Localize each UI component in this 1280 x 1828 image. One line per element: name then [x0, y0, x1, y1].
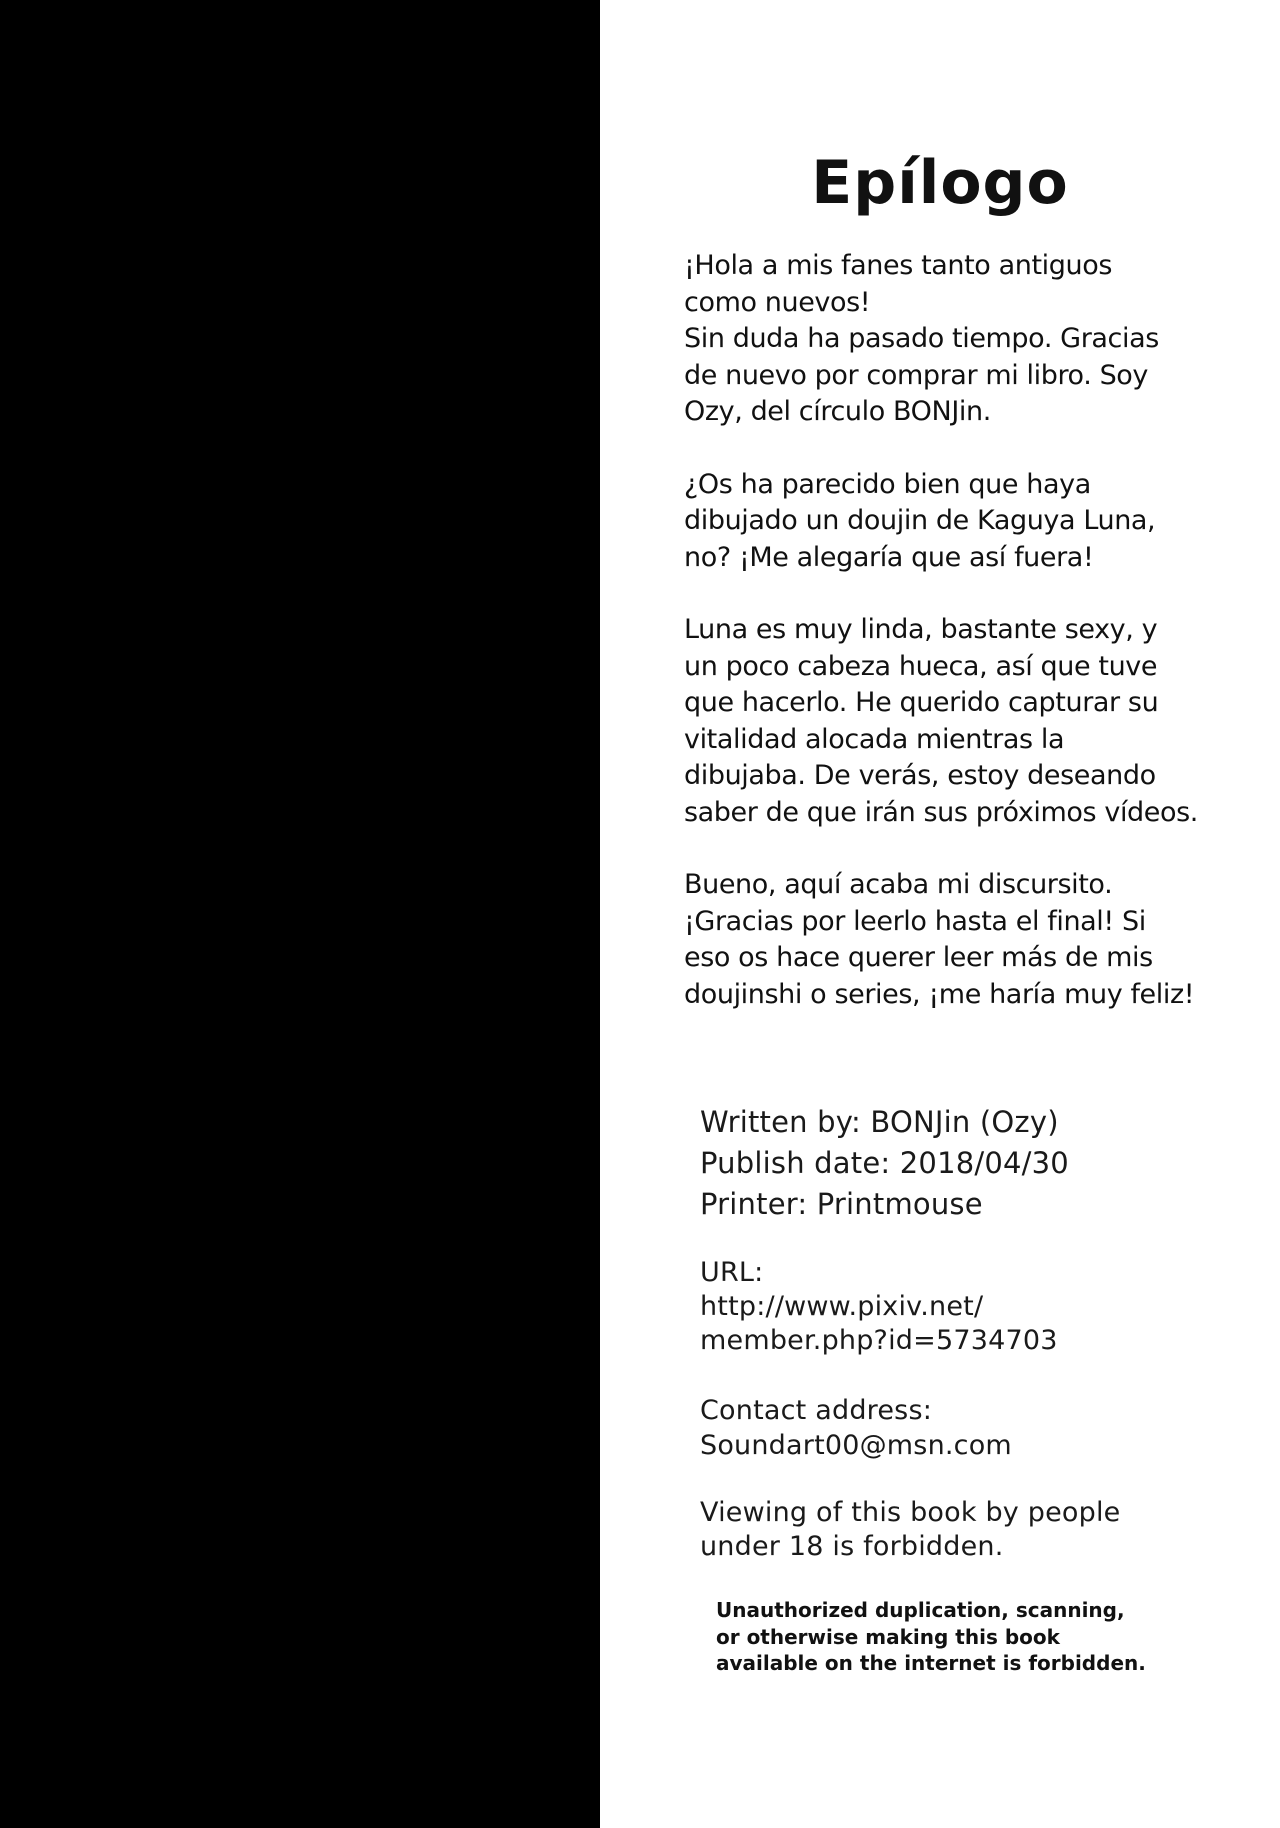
printer: Printer: Printmouse: [700, 1187, 983, 1221]
epilogue-paragraph: [684, 612, 1244, 831]
url-label: URL:: [700, 1257, 764, 1288]
text-line: Bueno, aquí acaba mi discursito.: [684, 869, 1113, 900]
text-line: Luna es muy linda, bastante sexy, y: [684, 614, 1158, 645]
url-line: member.php?id=5734703: [700, 1325, 1058, 1356]
age-warning-line: under 18 is forbidden.: [700, 1531, 1004, 1562]
text-line: ¿Os ha parecido bien que haya: [684, 468, 1091, 500]
contact-email: Soundart00@msn.com: [700, 1430, 1012, 1461]
text-line: ¡Hola a mis fanes tanto antiguos: [684, 250, 1112, 281]
text-line: dibujado un doujin de Kaguya Luna,: [684, 505, 1156, 536]
text-line: Ozy, del círculo BONJin.: [684, 396, 991, 427]
text-line: doujinshi o series, ¡me haría muy feliz!: [684, 978, 1195, 1010]
text-line: eso os hace querer leer más de mis: [684, 942, 1153, 973]
epilogue-paragraph: [684, 467, 1244, 577]
text-line: como nuevos!: [684, 286, 871, 318]
written-by: Written by: BONJin (Ozy): [700, 1105, 1059, 1139]
age-warning-line: Viewing of this book by people: [700, 1497, 1121, 1528]
text-line: saber de que irán sus próximos vídeos.: [684, 796, 1198, 828]
url-block: [700, 1256, 1240, 1358]
publish-date: Publish date: 2018/04/30: [700, 1146, 1069, 1180]
text-line: dibujaba. De verás, estoy deseando: [684, 760, 1156, 791]
text-line: ¡Gracias por leerlo hasta el final! Si: [684, 905, 1146, 937]
url-line: http://www.pixiv.net/: [700, 1291, 984, 1322]
epilogue-paragraph: [684, 867, 1244, 1013]
text-line: que hacerlo. He querido capturar su: [684, 687, 1159, 718]
contact-label: Contact address:: [700, 1395, 933, 1426]
text-line: Sin duda ha pasado tiempo. Gracias: [684, 323, 1159, 354]
epilogue-text: [684, 248, 1244, 1049]
epilogue-page: [600, 0, 1280, 1828]
text-line: no? ¡Me alegaría que así fuera!: [684, 541, 1094, 573]
credits: [700, 1102, 1240, 1225]
page-title: Epílogo: [811, 148, 1069, 218]
notice-line: Unauthorized duplication, scanning,: [716, 1598, 1125, 1622]
text-line: un poco cabeza hueca, así que tuve: [684, 650, 1158, 682]
copyright-notice: [716, 1597, 1236, 1677]
notice-line: available on the internet is forbidden.: [716, 1651, 1146, 1675]
text-line: vitalidad alocada mientras la: [684, 723, 1065, 755]
text-line: de nuevo por comprar mi libro. Soy: [684, 359, 1149, 391]
notice-line: or otherwise making this book: [716, 1624, 1060, 1649]
contact-block: [700, 1393, 1240, 1463]
black-left-panel: [0, 0, 600, 1828]
age-warning: [700, 1496, 1240, 1564]
epilogue-paragraph: [684, 248, 1244, 431]
